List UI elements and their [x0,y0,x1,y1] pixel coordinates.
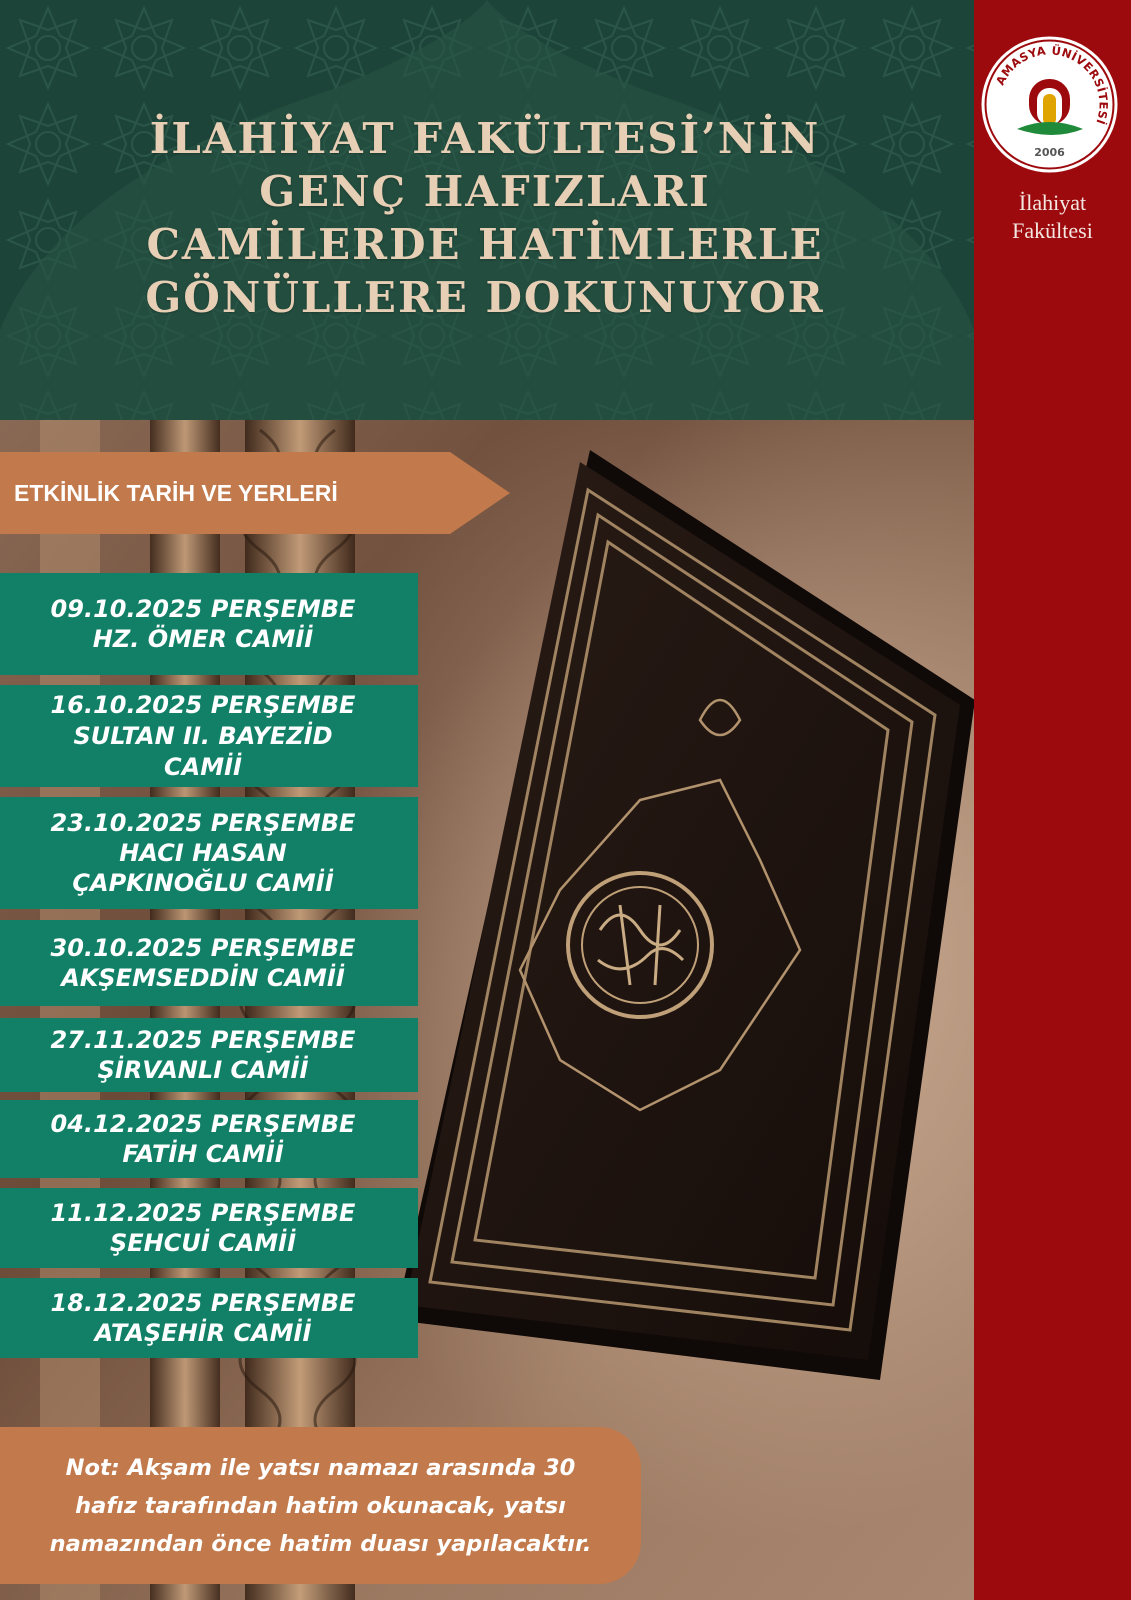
title-line: GENÇ HAFIZLARI [259,167,711,216]
event-line: ŞİRVANLI CAMİİ [97,1056,309,1084]
logo-year: 2006 [1034,146,1065,159]
event-line: 09.10.2025 PERŞEMBE [50,595,356,623]
event-line: 18.12.2025 PERŞEMBE [50,1289,356,1317]
event-line: 04.12.2025 PERŞEMBE [50,1110,356,1138]
event-item [0,797,418,909]
event-item [0,573,418,675]
event-line: CAMİİ [164,752,242,781]
event-line: HZ. ÖMER CAMİİ [92,625,314,653]
event-line: AKŞEMSEDDİN CAMİİ [61,964,345,992]
event-line: FATİH CAMİİ [122,1140,284,1168]
event-line: 30.10.2025 PERŞEMBE [50,934,356,962]
event-line: 11.12.2025 PERŞEMBE [50,1199,356,1227]
event-line: ŞEHCUİ CAMİİ [109,1229,297,1257]
title-line: GÖNÜLLERE DOKUNUYOR [145,273,825,322]
amasya-university-emblem-icon [979,34,1120,175]
event-line: 23.10.2025 PERŞEMBE [50,809,356,837]
events-header [0,452,510,534]
event-line: 27.11.2025 PERŞEMBE [50,1026,356,1054]
faculty-name-line: Fakültesi [1012,218,1093,243]
note-line: namazından önce hatim duası yapılacaktır. [49,1530,592,1557]
sidebar [974,0,1131,1600]
event-line: ÇAPKINOĞLU CAMİİ [72,869,334,897]
title-line: İLAHİYAT FAKÜLTESİ’NİN [149,114,821,163]
title-line: CAMİLERDE HATİMLERLE [146,220,824,269]
event-item [0,920,418,1006]
event-line: 16.10.2025 PERŞEMBE [50,690,356,719]
logo-ring-text: AMASYA ÜNİVERSİTESİ [992,43,1111,127]
event-item [0,1018,418,1092]
note-box [0,1427,641,1584]
event-item [0,1278,418,1358]
event-line: HACI HASAN [119,839,287,867]
event-item [0,1188,418,1268]
event-item [0,1100,418,1178]
note-line: Not: Akşam ile yatsı namazı arasında 30 [65,1454,576,1481]
event-item [0,685,418,787]
note-line: hafız tarafından hatim okunacak, yatsı [75,1492,566,1519]
events-header-label: ETKİNLİK TARİH VE YERLERİ [14,480,338,506]
event-line: SULTAN II. BAYEZİD [73,721,333,750]
faculty-name-line: İlahiyat [1018,190,1087,215]
event-line: ATAŞEHİR CAMİİ [94,1319,312,1347]
